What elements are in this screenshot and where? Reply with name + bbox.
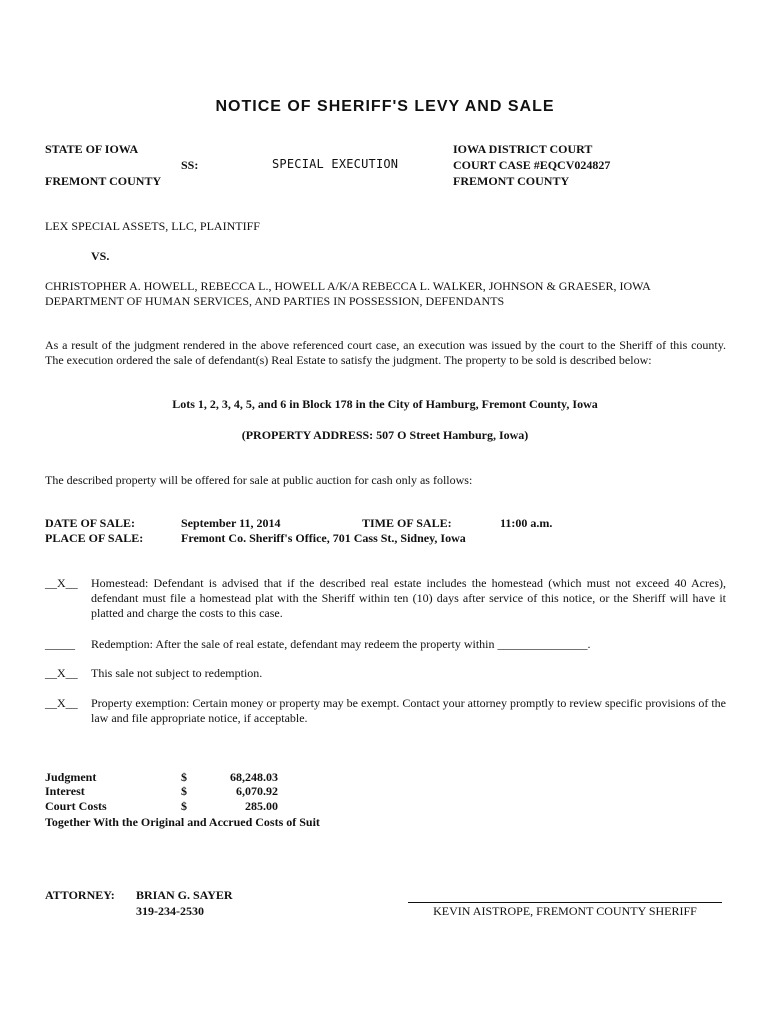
court-case-number: COURT CASE #EQCV024827 <box>453 158 611 172</box>
redemption-mark: _____ <box>45 637 75 651</box>
time-of-sale-label: TIME OF SALE: <box>362 516 452 530</box>
no-redemption-mark: __X__ <box>45 666 78 680</box>
attorney-name: BRIAN G. SAYER <box>136 888 233 902</box>
county-label: FREMONT COUNTY <box>45 174 162 188</box>
interest-label: Interest <box>45 784 85 798</box>
date-of-sale-label: DATE OF SALE: <box>45 516 136 530</box>
redemption-text: Redemption: After the sale of real estate, defendant may redeem the property within _______________. <box>91 637 591 651</box>
court-costs-currency: $ <box>181 799 187 813</box>
special-execution-label: SPECIAL EXECUTION <box>272 157 399 171</box>
attorney-phone: 319-234-2530 <box>136 904 204 918</box>
court-name: IOWA DISTRICT COURT <box>453 142 593 156</box>
place-of-sale-label: PLACE OF SALE: <box>45 531 144 545</box>
judgment-amount: 68,248.03 <box>230 770 278 784</box>
document-title: NOTICE OF SHERIFF'S LEVY AND SALE <box>215 98 555 115</box>
court-costs-amount: 285.00 <box>245 799 278 813</box>
homestead-text: Homestead: Defendant is advised that if the described real estate includes the homestead (which must not exceed 40 Acres), defendant must file a homestead plat with the Sheriff within ten (10) days after service of this notice, or the Sheriff will have it platted and charge the costs to this case. <box>91 576 726 620</box>
property-legal-description: Lots 1, 2, 3, 4, 5, and 6 in Block 178 in the City of Hamburg, Fremont County, Iowa <box>172 397 598 411</box>
no-redemption-text: This sale not subject to redemption. <box>91 666 263 680</box>
exemption-mark: __X__ <box>45 696 78 710</box>
intro-paragraph: As a result of the judgment rendered in the above referenced court case, an execution was issued by the court to the Sheriff of this county. The execution ordered the sale of defendant(s) Real Estate to satisfy the judgment. The property to be sold is described below: <box>45 338 726 367</box>
interest-currency: $ <box>181 784 187 798</box>
sheriff-name: KEVIN AISTROPE, FREMONT COUNTY SHERIFF <box>433 904 697 918</box>
interest-amount: 6,070.92 <box>236 784 278 798</box>
exemption-text: Property exemption: Certain money or property may be exempt. Contact your attorney promptly to review specific provisions of the law and file appropriate notice, if acceptable. <box>91 696 726 725</box>
property-address: (PROPERTY ADDRESS: 507 O Street Hamburg, Iowa) <box>241 428 529 442</box>
defendants-line-2: DEPARTMENT OF HUMAN SERVICES, AND PARTIES IN POSSESSION, DEFENDANTS <box>45 294 505 308</box>
date-of-sale: September 11, 2014 <box>181 516 281 530</box>
attorney-label: ATTORNEY: <box>45 888 115 902</box>
defendants-line-1: CHRISTOPHER A. HOWELL, REBECCA L., HOWELL A/K/A REBECCA L. WALKER, JOHNSON & GRAESER, IOWA <box>45 279 651 293</box>
signature-line <box>408 902 722 903</box>
versus: VS. <box>91 249 110 263</box>
plaintiff: LEX SPECIAL ASSETS, LLC, PLAINTIFF <box>45 219 260 233</box>
ss-label: SS: <box>181 158 199 172</box>
homestead-mark: __X__ <box>45 576 78 590</box>
accrued-costs-note: Together With the Original and Accrued Costs of Suit <box>45 815 320 829</box>
judgment-currency: $ <box>181 770 187 784</box>
court-costs-label: Court Costs <box>45 799 107 813</box>
judgment-label: Judgment <box>45 770 97 784</box>
place-of-sale: Fremont Co. Sheriff's Office, 701 Cass St., Sidney, Iowa <box>181 531 466 545</box>
court-county: FREMONT COUNTY <box>453 174 570 188</box>
state-label: STATE OF IOWA <box>45 142 139 156</box>
time-of-sale: 11:00 a.m. <box>500 516 553 530</box>
auction-statement: The described property will be offered for sale at public auction for cash only as follows: <box>45 473 473 487</box>
